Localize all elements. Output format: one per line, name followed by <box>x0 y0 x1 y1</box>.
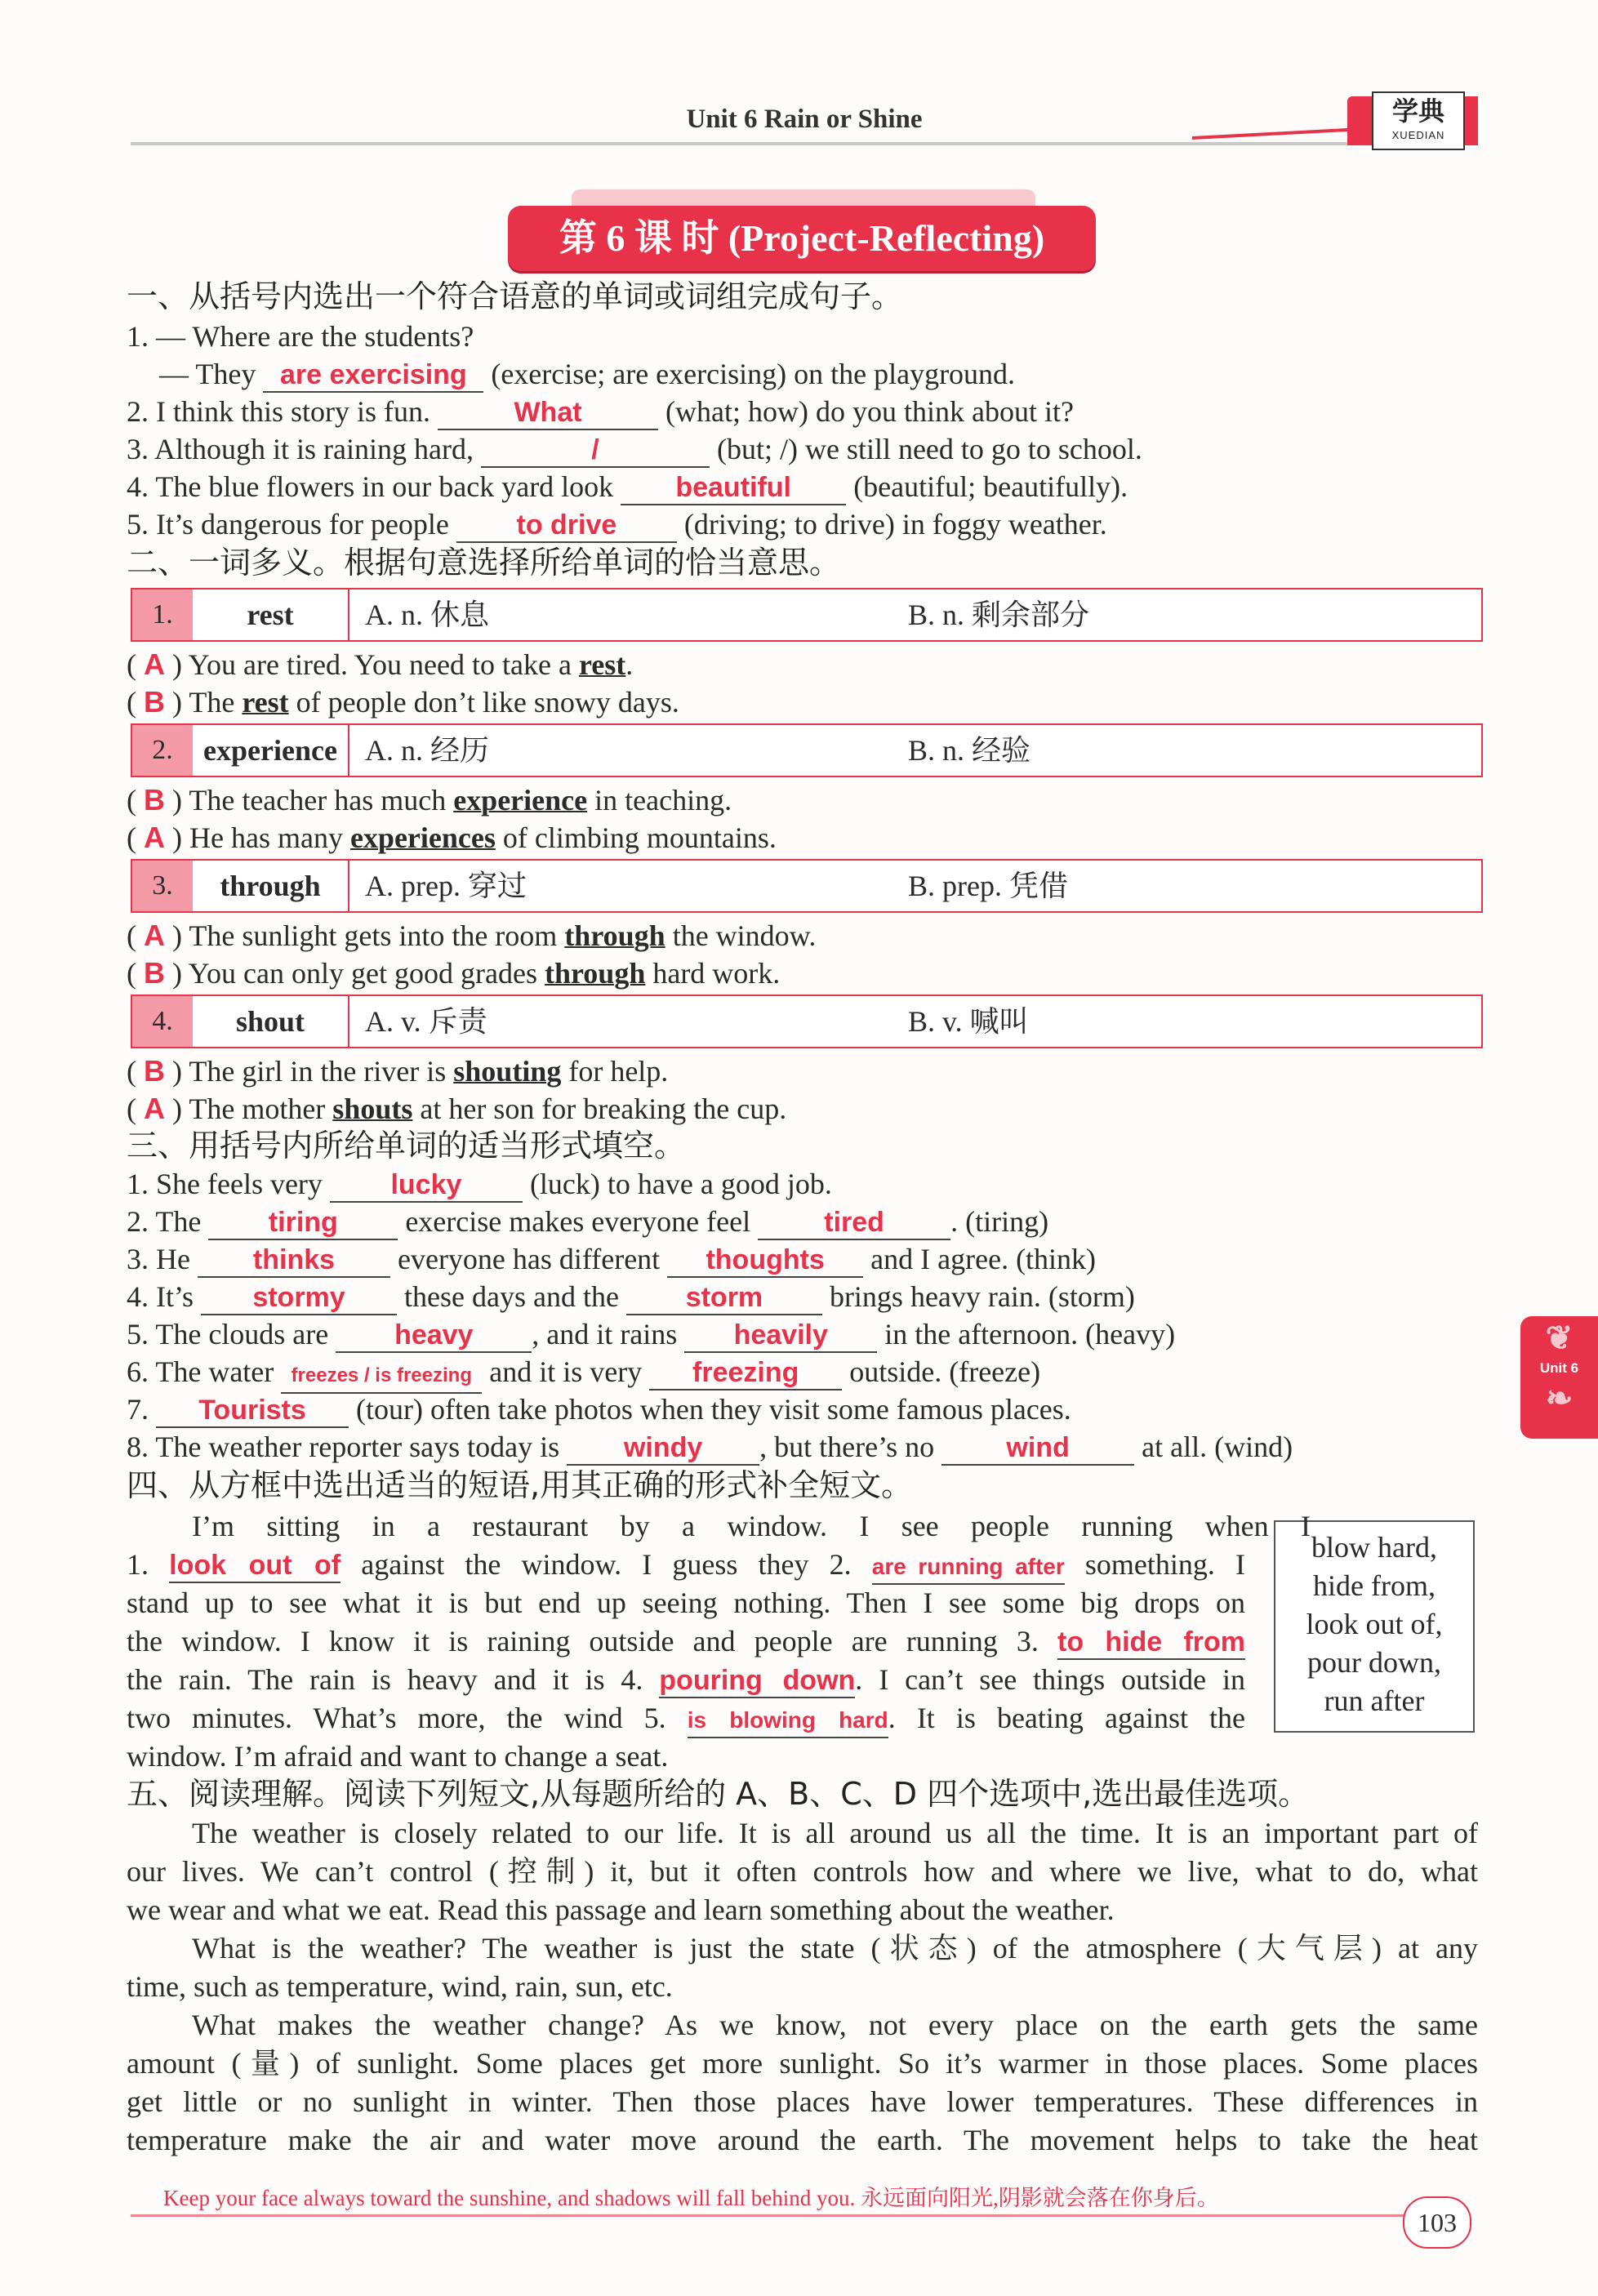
s4-line-7: window. I’m afraid and want to change a seat. <box>127 1740 669 1773</box>
reading-p1-l3: we wear and what we eat. Read this passage and learn something about the weather. <box>127 1893 1115 1926</box>
swirl-icon: ❧ <box>1545 1381 1574 1417</box>
answer-blank: tiring <box>208 1206 398 1240</box>
footer-rule <box>131 2214 1404 2217</box>
s4-line-6: two minutes. What’s more, the wind 5. is blowing hard. It is beating against the <box>127 1699 1245 1738</box>
word-row-1 <box>131 588 1483 642</box>
s3-q8: 8. The weather reporter says today is windy , but there’s no wind at all. (wind) <box>127 1429 1293 1466</box>
section-1-title: 一、从括号内选出一个符合语意的单词或词组完成句子。 <box>127 278 903 314</box>
word-number: 4. <box>132 996 193 1047</box>
answer-blank: heavily <box>684 1319 877 1353</box>
s3-q6: 6. The water freezes / is freezing and it is very freezing outside. (freeze) <box>127 1354 1040 1394</box>
meaning-b: B. n. 经验 <box>908 734 1031 767</box>
reading-p2-l2: time, such as temperature, wind, rain, sun, etc. <box>127 1970 673 2003</box>
phrase-item: hide from, <box>1313 1569 1436 1602</box>
brand-logo-cn: 学典 <box>1391 96 1444 127</box>
answer-blank: to drive <box>456 509 677 543</box>
s2-1-sentence-1: ( A ) You are tired. You need to take a rest. <box>127 647 634 681</box>
s3-q7: 7. Tourists (tour) often take photos when they visit some famous places. <box>127 1391 1071 1428</box>
phrase-item: run after <box>1324 1684 1425 1717</box>
meaning-a: A. n. 经历 <box>365 734 489 767</box>
reading-p1-l2: our lives. We can’t control (控制) it, but it often controls how and where we live, what to do, what <box>127 1855 1478 1888</box>
answer-blank: is blowing hard <box>688 1704 888 1738</box>
section-3-title: 三、用括号内所给单词的适当形式填空。 <box>127 1128 686 1164</box>
answer-blank: windy <box>567 1431 759 1466</box>
meaning-b: B. prep. 凭借 <box>908 870 1068 902</box>
answer-blank: are exercising <box>263 358 483 393</box>
s4-line-3: stand up to see what it is but end up seeing nothing. Then I see some big drops on <box>127 1586 1245 1619</box>
answer-blank: are running after <box>872 1551 1065 1585</box>
meaning-a: A. v. 斥责 <box>365 1005 487 1038</box>
s4-line-2: 1. look out of against the window. I guess they 2. are running after something. I <box>127 1546 1245 1585</box>
reading-p3-l4: temperature make the air and water move around the earth. The movement helps to take the heat <box>127 2124 1478 2156</box>
s3-q2: 2. The tiring exercise makes everyone feel tired . (tiring) <box>127 1204 1048 1240</box>
s1-q2: 2. I think this story is fun. What (what; how) do you think about it? <box>127 394 1074 430</box>
page-number: 103 <box>1403 2196 1471 2249</box>
answer-blank: tired <box>758 1206 950 1240</box>
meaning-a: A. n. 休息 <box>365 598 489 631</box>
s1-q5: 5. It’s dangerous for people to drive (driving; to drive) in foggy weather. <box>127 506 1107 543</box>
answer-blank: beautiful <box>621 471 846 505</box>
word-number: 2. <box>132 725 193 776</box>
answer-blank: thoughts <box>667 1244 863 1278</box>
answer-blank: Tourists <box>156 1394 349 1428</box>
reading-p3-l2: amount (量) of sunlight. Some places get more sunlight. So it’s warmer in those places. Some places <box>127 2047 1478 2080</box>
lesson-banner: 第 6 课 时 (Project-Reflecting) <box>508 206 1096 271</box>
brand-logo-en: XUEDIAN <box>1391 129 1445 141</box>
s2-2-sentence-2: ( A ) He has many experiences of climbing mountains. <box>127 821 777 854</box>
s3-q5: 5. The clouds are heavy , and it rains heavily in the afternoon. (heavy) <box>127 1316 1175 1353</box>
footer-quote: Keep your face always toward the sunshine, and shadows will fall behind you. 永远面向阳光,阴影就会落在你身后。 <box>163 2186 1219 2210</box>
phrase-item: look out of, <box>1306 1608 1443 1640</box>
word-head: rest <box>193 590 349 640</box>
answer-blank: to hide from <box>1057 1626 1245 1660</box>
s3-q1: 1. She feels very lucky (luck) to have a good job. <box>127 1166 832 1203</box>
word-row-3 <box>131 859 1483 913</box>
word-head: shout <box>193 996 349 1047</box>
phrase-item: pour down, <box>1307 1646 1441 1679</box>
s3-q4: 4. It’s stormy these days and the storm brings heavy rain. (storm) <box>127 1279 1135 1315</box>
s2-4-sentence-2: ( A ) The mother shouts at her son for breaking the cup. <box>127 1092 787 1125</box>
section-5-title: 五、阅读理解。阅读下列短文,从每题所给的 A、B、C、D 四个选项中,选出最佳选项。 <box>127 1776 1310 1812</box>
s1-q3: 3. Although it is raining hard, / (but; /) we still need to go to school. <box>127 431 1142 468</box>
answer-blank: pouring down <box>659 1664 855 1698</box>
swirl-icon: ❦ <box>1545 1320 1574 1356</box>
phrase-box <box>1274 1520 1475 1733</box>
reading-p3-l3: get little or no sunlight in winter. Then those places have lower temperatures. These differences in <box>127 2085 1478 2118</box>
word-row-2 <box>131 723 1483 777</box>
s2-1-sentence-2: ( B ) The rest of people don’t like snowy days. <box>127 685 679 719</box>
word-number: 3. <box>132 861 193 911</box>
word-head: through <box>193 861 349 911</box>
answer-blank: freezing <box>649 1356 842 1391</box>
answer-blank: stormy <box>201 1281 397 1315</box>
s2-3-sentence-1: ( A ) The sunlight gets into the room through the window. <box>127 919 817 952</box>
reading-p3-l1: What makes the weather change? As we know, not every place on the earth gets the same <box>192 2009 1478 2041</box>
s1-q1a: 1. — Where are the students? <box>127 320 474 353</box>
answer-blank: lucky <box>330 1168 523 1203</box>
brand-logo <box>1372 91 1465 150</box>
word-row-4 <box>131 994 1483 1048</box>
s1-q1b: — They are exercising (exercise; are exercising) on the playground. <box>159 356 1015 393</box>
answer-blank: look out of <box>169 1549 341 1583</box>
s4-line-4: the window. I know it is raining outside and people are running 3. to hide from <box>127 1622 1245 1661</box>
s3-q3: 3. He thinks everyone has different thoughts and I agree. (think) <box>127 1241 1096 1278</box>
meaning-b: B. n. 剩余部分 <box>908 598 1090 631</box>
word-number: 1. <box>132 590 193 640</box>
answer-blank: storm <box>626 1281 822 1315</box>
section-2-title: 二、一词多义。根据句意选择所给单词的恰当意思。 <box>127 545 841 581</box>
unit-side-tab <box>1520 1316 1598 1439</box>
reading-p2-l1: What is the weather? The weather is just the state (状态) of the atmosphere (大气层) at any <box>192 1932 1478 1965</box>
s2-2-sentence-1: ( B ) The teacher has much experience in teaching. <box>127 783 732 817</box>
side-tab-label: Unit 6 <box>1539 1360 1579 1376</box>
answer-blank: heavy <box>336 1319 532 1353</box>
answer-blank: thinks <box>198 1244 390 1278</box>
answer-blank: wind <box>941 1431 1134 1466</box>
answer-blank: What <box>438 396 658 430</box>
section-4-title: 四、从方框中选出适当的短语,用其正确的形式补全短文。 <box>127 1467 913 1503</box>
meaning-a: A. prep. 穿过 <box>365 870 527 902</box>
answer-blank: freezes / is freezing <box>281 1359 482 1394</box>
s2-4-sentence-1: ( B ) The girl in the river is shouting for help. <box>127 1054 669 1088</box>
reading-p1-l1: The weather is closely related to our life. It is all around us all the time. It is an important part of <box>192 1817 1478 1849</box>
unit-title: Unit 6 Rain or Shine <box>686 105 923 134</box>
header-rule <box>131 142 1347 145</box>
s4-line-1: I’m sitting in a restaurant by a window. I see people running when I <box>192 1510 1311 1542</box>
phrase-item: blow hard, <box>1311 1531 1437 1564</box>
meaning-b: B. v. 喊叫 <box>908 1005 1029 1038</box>
page-header <box>131 96 1478 162</box>
s1-q4: 4. The blue flowers in our back yard look beautiful (beautiful; beautifully). <box>127 469 1128 505</box>
answer-blank: / <box>481 434 710 468</box>
s4-line-5: the rain. The rain is heavy and it is 4. pouring down. I can’t see things outside in <box>127 1661 1245 1699</box>
s2-3-sentence-2: ( B ) You can only get good grades through hard work. <box>127 956 781 990</box>
word-head: experience <box>193 725 349 776</box>
